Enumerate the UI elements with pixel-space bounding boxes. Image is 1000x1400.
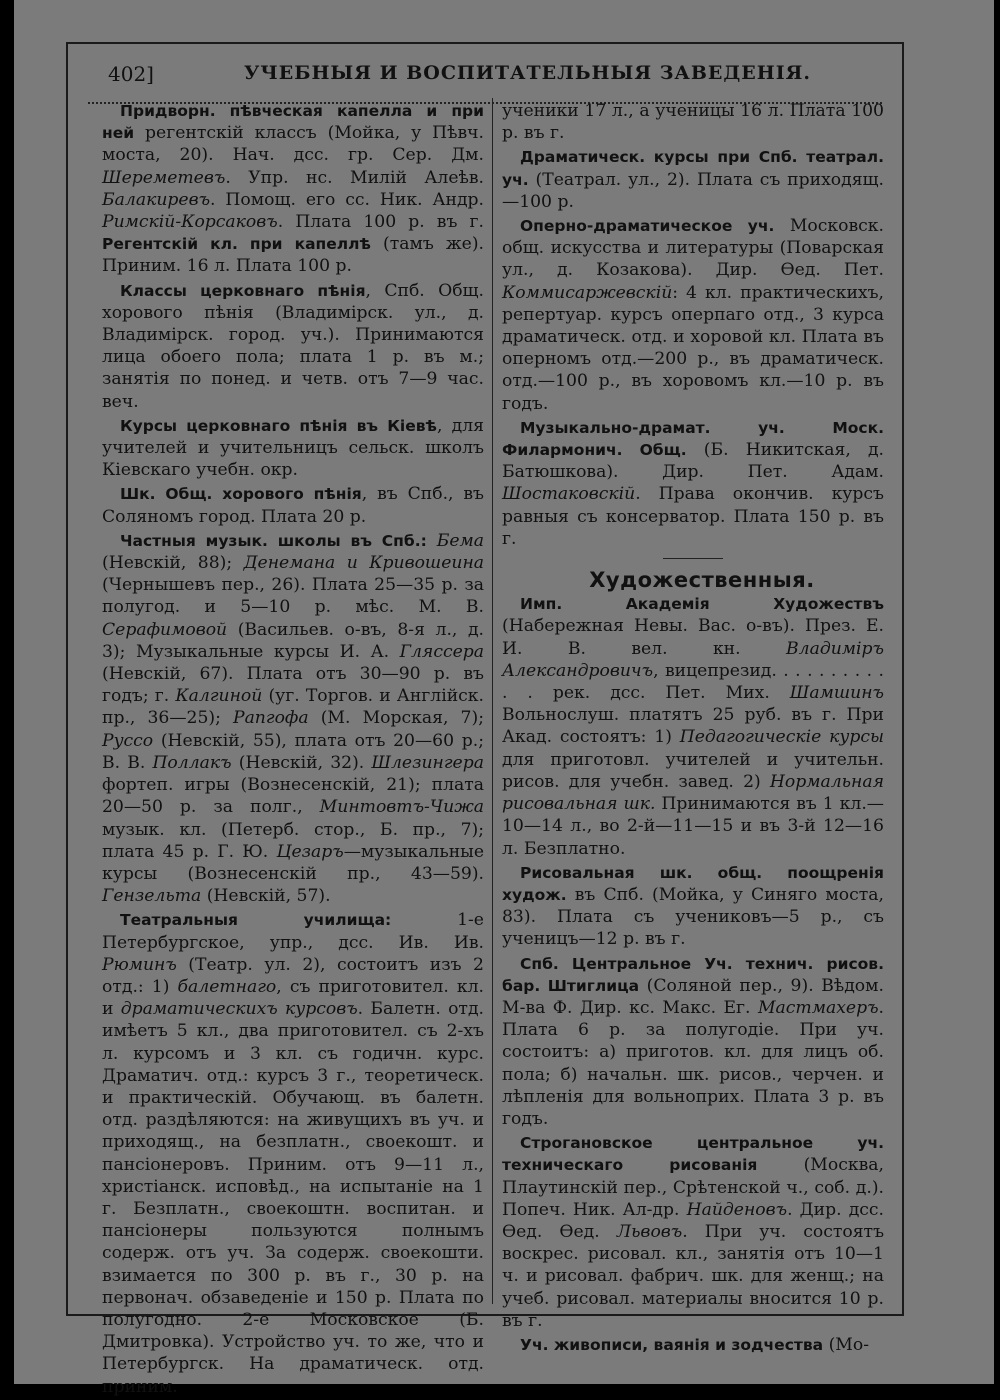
entry-text: (Невскій, 67). Плата отъ 30—90 р. въ годъ; г. <box>102 664 484 707</box>
entry-text: Вольнослуш. платятъ 25 руб. въ г. При Акад. состоятъ: 1) <box>502 705 884 748</box>
entry-name-italic: Львовъ <box>616 1221 683 1242</box>
entry-text: . Балетн. отд. имѣетъ 5 кл., два приготовител. съ 2-хъ л. курсомъ и 3 кл. съ годичн. курс. Драматич. отд.: курсъ 3 г., теоретическ. и практическій. Обучающ. въ балетн. отд. раздѣляются: на живущихъ въ уч. и приходящ., на безплатн., своекошт. и пансіонеровъ. Приним. отъ 9—11 л., христіанск. исповѣд., на испытаніе на 1 г. Безплатн., своекоштн. воспитан. и пансіонеры пользуются полнымъ содерж. отъ уч. За содерж. своекошти. взимается по 300 р. въ г., 30 р. на первонач. обзаведеніе и 150 р. Плата по полугодно. 2-е Московское (Б. Дмитровка). Устройство уч. то же, что и Петербургск. На драматическ. отд. приним. <box>102 999 484 1397</box>
right-column-bottom <box>502 593 884 1356</box>
entry-name-italic: балетнаго <box>177 976 277 997</box>
entry-text: , въ Спб., въ Соляномъ город. Плата 20 р. <box>102 484 484 527</box>
page-number: 402] <box>108 62 154 86</box>
entry-text: —музыкальные курсы (Вознесенскій пр., 43—59). <box>102 841 484 884</box>
entry-name-italic: Шлезингера <box>371 752 484 773</box>
entry-heading: Шк. Общ. хорового пѣнія <box>120 485 362 504</box>
entry-name-italic: Владиміръ Александровичъ <box>502 638 884 681</box>
entry-text: (Васильев. о-въ, 8-я л., д. 3); Музыкальные курсы И. А. <box>102 619 484 662</box>
left-entry <box>102 909 484 1397</box>
entry-name-italic: Балакиревъ <box>102 189 211 210</box>
entry-text: въ Спб. (Мойка, у Синяго моста, 83). Плата съ учениковъ—5 р., съ ученицъ—12 р. въ г. <box>502 884 884 950</box>
entry-name-italic: Гляссера <box>399 641 484 662</box>
entry-text: для приготовл. учителей и учительн. рисов. для учебн. завед. 2) <box>502 749 884 792</box>
scanned-page <box>14 0 994 1397</box>
entry-text: (Мо- <box>823 1334 870 1355</box>
entry-name-italic: Коммисаржевскій <box>502 282 673 303</box>
entry-text: . Дир. дсс. Ѳед. Ѳед. <box>502 1199 884 1242</box>
entry-name-italic: Шереметевъ <box>102 167 226 188</box>
entry-heading: Придворн. пѣвческая капелла и при ней <box>102 102 484 143</box>
entry-text: регентскій классъ (Мойка, у Пѣвч. моста, 20). Нач. дсс. гр. Сер. Дм. <box>102 123 484 166</box>
right-top-entry <box>502 215 884 415</box>
entry-name-italic: Мастмахеръ <box>757 997 879 1018</box>
entry-name-italic: Найденовъ <box>686 1199 788 1220</box>
right-top-entry <box>502 100 884 144</box>
entry-heading: Частныя музык. школы въ Спб.: <box>120 531 427 550</box>
entry-name-italic: Минтовтъ-Чижа <box>319 797 484 818</box>
left-entry <box>102 280 484 413</box>
entry-text: (тамъ же). Приним. 16 л. Плата 100 р. <box>102 234 485 277</box>
entry-text: (Театр. ул. 2), состоитъ изъ 2 отд.: 1) <box>102 954 484 997</box>
right-bottom-entry <box>502 1132 884 1332</box>
entry-name-italic: Цезаръ <box>276 841 344 862</box>
entry-name-italic: Нормальная рисовальная шк. <box>502 771 884 815</box>
entry-name-italic: Рапгофа <box>233 708 309 729</box>
entry-name-italic: Гензельта <box>102 886 202 907</box>
entry-text: . Плата 100 р. въ г. <box>277 212 484 233</box>
right-bottom-entry <box>502 593 884 859</box>
entry-text: , для учителей и учительницъ сельск. школъ Кіевскаго учебн. окр. <box>102 415 484 481</box>
entry-name-italic: Калгиной <box>175 686 263 707</box>
left-entry <box>102 530 484 907</box>
entry-text: (Театрал. ул., 2). Плата съ приходящ.—100 р. <box>502 169 884 212</box>
left-column <box>102 100 484 1400</box>
entry-heading: Классы церковнаго пѣнія <box>120 281 366 300</box>
right-column <box>502 100 884 1358</box>
entry-text: . При уч. состоятъ воскрес. рисовал. кл., занятія отъ 10—1 ч. и рисовал. фабрич. шк. для женщ.; на учеб. рисовал. материалы вносится 10 р. въ г. <box>502 1221 885 1331</box>
entry-heading: Уч. живописи, ваянія и зодчества <box>520 1335 824 1354</box>
entry-name-italic: Серафимовой <box>102 619 228 640</box>
left-entry <box>102 415 484 482</box>
entry-text <box>427 531 437 551</box>
entry-heading: Регентскій кл. при капеллѣ <box>102 235 371 254</box>
entry-heading: Спб. Центральное Уч. технич. рисов. бар. Штиглица <box>502 954 884 995</box>
entry-text: ученики 17 л., а ученицы 16 л. Плата 100 р. въ г. <box>502 101 884 144</box>
page-title: УЧЕБНЫЯ И ВОСПИТАТЕЛЬНЫЯ ЗАВЕДЕНІЯ. <box>244 62 811 84</box>
entry-text: . Права окончив. курсъ равныя съ консерватор. Плата 150 р. въ г. <box>502 484 884 549</box>
entry-heading: Имп. Академія Художествъ <box>520 595 884 614</box>
right-bottom-entry <box>502 953 884 1131</box>
entry-heading: Курсы церковнаго пѣнія въ Кіевѣ <box>120 416 437 435</box>
entry-text: Московск. общ. искусства и литературы (Поварская ул., д. Козакова). Дир. Ѳед. Пет. <box>502 216 884 281</box>
section-title: Художественныя. <box>589 568 815 593</box>
column-divider <box>492 98 493 1304</box>
entry-text: музык. кл. (Петерб. стор., Б. пр., 7); плата 45 р. Г. Ю. <box>102 819 484 862</box>
entry-text: , съ приготовител. кл. и <box>102 976 485 1020</box>
right-top-entry <box>502 417 884 550</box>
entry-heading: Рисовальная шк. общ. поощренія худож. <box>502 863 884 904</box>
entry-text: 1-е Петербургское, упр., дсс. Ив. Ив. <box>102 910 484 953</box>
entry-text: . Помощ. его сс. Ник. Андр. <box>210 189 484 210</box>
entry-name-italic: Шамшинъ <box>789 683 884 704</box>
entry-text: Принимаются въ 1 кл.—10—14 л., во 2-й—11—15 и въ 3-й 12—16 л. Безплатно. <box>502 794 884 859</box>
entry-text: фортеп. игры (Вознесенскій, 21); плата 20—50 р. за полг., <box>102 775 484 818</box>
right-column-top <box>502 100 884 550</box>
entry-text: (Чернышевъ пер., 26). Плата 25—35 р. за полугод. и 5—10 р. мѣс. М. В. <box>102 575 484 618</box>
entry-name-italic: Римскій-Корсаковъ <box>102 212 278 233</box>
entry-text: (Невскій, 55), плата отъ 20—60 р.; В. В. <box>102 730 484 773</box>
entry-text: (Невскій, 57). <box>201 886 331 907</box>
right-top-entry <box>502 146 884 213</box>
entry-text: , Спб. Общ. хорового пѣнія (Владимірск. ул., д. Владимірск. город. уч.). Принимаются лица обоего пола; плата 1 р. въ м.; занятія по понед. и четв. отъ 7—9 час. веч. <box>102 280 484 412</box>
entry-text: (Невскій, 32). <box>231 752 372 773</box>
page-frame <box>66 42 904 1397</box>
entry-text: (Соляной пер., 9). Вѣдом. М-ва Ф. Дир. кс. Макс. Ег. <box>502 975 884 1018</box>
entry-text: : 4 кл. практическихъ, репертуар. курсъ оперпаго отд., 3 курса драматическ. отд. и хоровой кл. Плата въ оперномъ отд.—200 р., въ драматическ. отд.—100 р., въ хоровомъ кл.—10 р. въ годъ. <box>502 282 884 414</box>
entry-name-italic: Руссо <box>102 730 154 751</box>
entry-text: (Москва, Плаутинскій пер., Срѣтенской ч., соб. д.). Попеч. Ник. Ал-др. <box>502 1155 884 1220</box>
entry-heading: Оперно-драматическое уч. <box>520 217 775 236</box>
left-entry <box>102 483 484 527</box>
entry-name-italic: Денемана и Кривошеина <box>243 553 485 574</box>
entry-text: (М. Морская, 7); <box>308 708 484 729</box>
entry-heading: Музыкально-драмат. уч. Моск. Филармонич. Общ. <box>502 418 884 460</box>
entry-heading: Театральныя училища: <box>120 911 392 930</box>
entry-text: . Плата 6 р. за полугодіе. При уч. состоитъ: а) приготов. кл. для лицъ об. пола; б) начальн. шк. рисов., черчен. и лѣпленія для вольноприх. Плата 3 р. въ годъ. <box>502 997 884 1129</box>
entry-name-italic: Педагогическіе курсы <box>679 727 884 748</box>
entry-text: (уг. Торгов. и Англійск. пр., 36—25); <box>102 686 484 729</box>
entry-name-italic: Бема <box>436 530 485 551</box>
entry-name-italic: Рюминъ <box>102 954 177 975</box>
running-header <box>68 58 902 90</box>
entry-heading: Строгановское центральное уч. техническаго рисованія <box>502 1134 884 1175</box>
entry-text: . Упр. нс. Милій Алеѣв. <box>225 167 484 188</box>
entry-text: , вицепрезид. . . . . . . . . . . . рек. дсс. Пет. Мих. <box>502 660 884 704</box>
entry-heading: Драматическ. курсы при Спб. театрал. уч. <box>502 148 884 189</box>
section-separator <box>663 558 723 559</box>
right-bottom-entry <box>502 862 884 951</box>
entry-text: (Б. Никитская, д. Батюшкова). Дир. Пет. Адам. <box>502 440 884 483</box>
entry-name-italic: Шостаковскій <box>502 484 636 505</box>
entry-name-italic: Поллакъ <box>152 752 232 773</box>
entry-text: (Невскій, 88); <box>102 553 244 574</box>
left-entry <box>102 100 484 278</box>
entry-name-italic: драматическихъ курсовъ <box>120 999 358 1020</box>
entry-text: (Набережная Невы. Вас. о-въ). През. Е. И. В. вел. кн. <box>502 616 884 659</box>
right-bottom-entry <box>502 1334 884 1356</box>
